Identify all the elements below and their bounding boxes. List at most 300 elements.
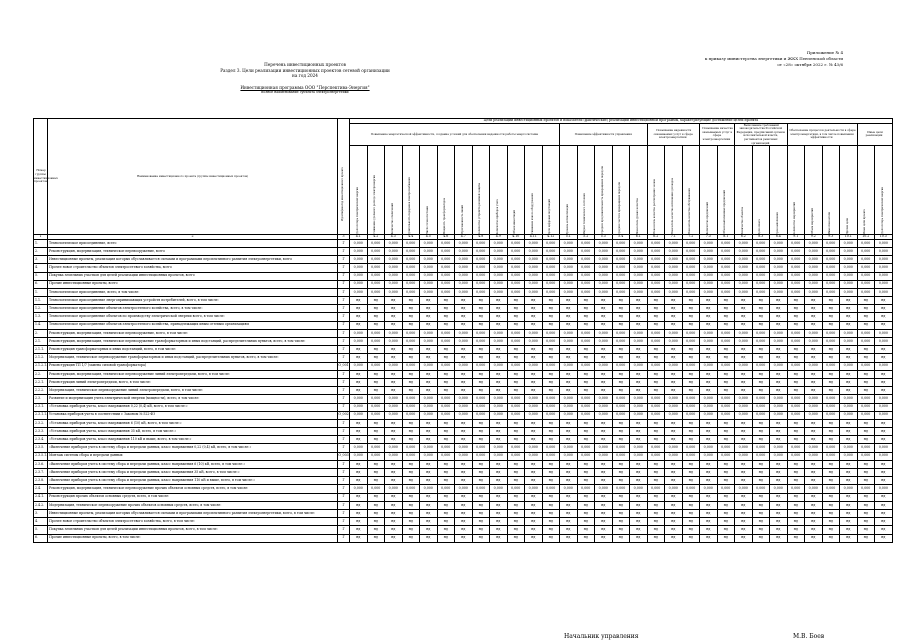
row-value-cell: нд [840,346,858,354]
row-value-cell: нд [717,313,735,321]
row-value-cell: 0,000 [647,329,665,337]
row-value-cell: 0,000 [472,264,490,272]
row-value-cell: нд [542,297,560,305]
row-value-cell: нд [455,526,473,534]
row-value-cell: нд [367,493,385,501]
row-value-cell: нд [542,346,560,354]
row-value-cell: 0,000 [665,395,683,403]
row-value-cell: 0,000 [822,395,840,403]
header-indicator: Показатель качества обслуживания [682,146,700,235]
row-project-code: Г [338,518,350,526]
row-value-cell: нд [385,460,403,468]
row-value-cell: нд [472,346,490,354]
row-value-cell: нд [350,346,368,354]
row-value-cell: нд [385,526,403,534]
row-value-cell: нд [612,313,630,321]
row-value-cell: нд [857,419,875,427]
row-value-cell: нд [420,354,438,362]
appendix-line-1: Приложение № 4 [806,50,843,55]
row-value-cell: 0,000 [472,280,490,288]
row-value-cell: нд [385,354,403,362]
row-value-cell: нд [402,313,420,321]
row-value-cell: нд [577,428,595,436]
row-value-cell: 0,000 [805,444,823,452]
row-value-cell: 0,000 [402,256,420,264]
row-value-cell: 0,000 [700,395,718,403]
row-value-cell: нд [770,321,788,329]
row-value-cell: 0,000 [630,444,648,452]
row-value-cell: нд [577,346,595,354]
row-value-cell: 0,000 [525,247,543,255]
row-value-cell: нд [595,313,613,321]
row-value-cell: 0,000 [875,288,893,296]
row-value-cell: 0,000 [752,272,770,280]
row-value-cell: нд [612,354,630,362]
column-index-cell: 2 [48,235,338,240]
row-value-cell: нд [630,526,648,534]
row-value-cell: 0,000 [875,247,893,255]
row-value-cell: нд [840,526,858,534]
row-value-cell: нд [787,460,805,468]
row-value-cell: нд [770,346,788,354]
row-value-cell: 0,000 [700,362,718,370]
row-value-cell: 0,000 [577,256,595,264]
row-value-cell: 0,000 [455,485,473,493]
row-value-cell: 0,000 [770,338,788,346]
row-value-cell: 0,000 [665,411,683,419]
row-value-cell: нд [875,460,893,468]
row-value-cell: нд [822,518,840,526]
row-value-cell: нд [822,428,840,436]
row-value-cell: 0,000 [472,403,490,411]
row-value-cell: 0,000 [630,256,648,264]
row-number: 1.1. [34,297,48,305]
row-value-cell: 0,000 [857,411,875,419]
row-value-cell: нд [717,321,735,329]
row-value-cell: 0,000 [472,247,490,255]
row-value-cell: нд [665,526,683,534]
row-value-cell: нд [612,460,630,468]
row-value-cell: 0,000 [560,485,578,493]
row-value-cell: нд [595,526,613,534]
row-project-name: Прочее новое строительство объектов электросетевого хозяйства, всего [48,264,338,272]
row-value-cell: 0,000 [542,264,560,272]
row-project-name: «Включение приборов учета в систему сбора и передачи данных, класс напряжения 110 кВ и выше, всего, в том числе:» [48,477,338,485]
row-value-cell: 0,000 [612,247,630,255]
row-project-code: Г [338,288,350,296]
row-value-cell: нд [525,501,543,509]
row-value-cell: нд [717,305,735,313]
row-value-cell: нд [840,387,858,395]
row-value-cell: нд [630,534,648,542]
row-value-cell: 0,000 [437,280,455,288]
row-project-code: Г [338,313,350,321]
row-value-cell: нд [560,378,578,386]
row-value-cell: 0,000 [822,444,840,452]
row-value-cell: 0,000 [805,329,823,337]
row-value-cell: 0,000 [840,485,858,493]
row-value-cell: нд [717,436,735,444]
row-value-cell: нд [402,501,420,509]
header-indicator: Длительность перерывов электроснабжения [402,146,420,235]
appendix-line-2: к приказу министерства энергетики и ЖКХ Пензенской области [704,56,843,61]
row-value-cell: нд [665,297,683,305]
row-value-cell: нд [787,346,805,354]
row-value-cell: нд [787,297,805,305]
row-value-cell: 0,000 [420,485,438,493]
column-index-cell: 9.3 [822,235,840,240]
row-value-cell: нд [857,354,875,362]
row-value-cell: 0,000 [612,403,630,411]
table-row [34,411,893,419]
table-row [34,460,893,468]
row-value-cell: 0,000 [542,444,560,452]
row-value-cell: 0,000 [367,362,385,370]
row-value-cell: 0,000 [612,264,630,272]
row-value-cell: нд [385,493,403,501]
row-value-cell: нд [805,534,823,542]
row-value-cell: нд [455,460,473,468]
row-value-cell: нд [700,313,718,321]
row-value-cell: 0,000 [455,239,473,247]
row-value-cell: 0,000 [437,272,455,280]
row-value-cell: 0,000 [612,362,630,370]
row-value-cell: нд [647,518,665,526]
row-value-cell: нд [805,526,823,534]
table-row [34,321,893,329]
row-value-cell: 0,000 [437,362,455,370]
header-indicator: Средняя частота прекращения передачи [612,146,630,235]
row-value-cell: нд [840,321,858,329]
row-value-cell: нд [787,354,805,362]
row-value-cell: нд [350,509,368,517]
row-value-cell: нд [752,321,770,329]
header-indicator: Количество приборов учета [490,146,508,235]
row-value-cell: 0,000 [752,280,770,288]
row-value-cell: нд [787,428,805,436]
row-value-cell: нд [805,501,823,509]
row-value-cell: 0,000 [350,395,368,403]
row-value-cell: 0,000 [437,264,455,272]
row-value-cell: 0,000 [752,444,770,452]
row-value-cell: нд [437,501,455,509]
row-value-cell: нд [770,387,788,395]
row-value-cell: 0,000 [560,329,578,337]
row-value-cell: нд [420,387,438,395]
row-value-cell: 0,000 [542,485,560,493]
row-value-cell: нд [735,428,753,436]
row-value-cell: нд [560,460,578,468]
row-value-cell: 0,000 [682,247,700,255]
column-index-cell: 4.10 [507,235,525,240]
row-value-cell: нд [787,534,805,542]
row-value-cell: нд [560,419,578,427]
row-value-cell: нд [700,419,718,427]
row-value-cell: нд [717,354,735,362]
row-value-cell: нд [735,346,753,354]
row-value-cell: нд [770,493,788,501]
row-value-cell: нд [682,313,700,321]
row-value-cell: 0,000 [507,239,525,247]
row-value-cell: нд [507,419,525,427]
row-value-cell: нд [700,469,718,477]
row-value-cell: 0,000 [735,411,753,419]
row-value-cell: нд [822,501,840,509]
row-value-cell: 0,000 [350,403,368,411]
row-value-cell: нд [420,428,438,436]
row-project-name: Покупка земельных участков для целей реализации инвестиционных проектов, всего, в том числе: [48,526,338,534]
row-value-cell: нд [752,346,770,354]
row-value-cell: нд [805,493,823,501]
row-value-cell: 0,000 [735,256,753,264]
row-value-cell: 0,000 [437,411,455,419]
row-value-cell: 0,000 [682,403,700,411]
row-value-cell: 0,000 [507,264,525,272]
row-value-cell: нд [577,436,595,444]
row-project-name: «Включение приборов учета в систему сбора и передачи данных, класс напряжения 35 кВ, всего, в том числе:» [48,469,338,477]
row-value-cell: 0,000 [420,452,438,460]
table-row [34,247,893,255]
row-value-cell: 0,000 [490,338,508,346]
row-value-cell: нд [350,378,368,386]
row-value-cell: нд [665,534,683,542]
header-indicator: Объем инвестиций [507,146,525,235]
row-value-cell: 0,000 [367,256,385,264]
column-index-cell: 4.9 [490,235,508,240]
row-value-cell: нд [420,321,438,329]
row-value-cell: 0,000 [402,452,420,460]
row-value-cell: нд [542,518,560,526]
table-row [34,272,893,280]
row-value-cell: нд [455,428,473,436]
row-value-cell: 0,000 [420,329,438,337]
row-value-cell: 0,000 [682,452,700,460]
row-value-cell: нд [787,477,805,485]
row-value-cell: нд [507,501,525,509]
row-value-cell: 0,000 [402,444,420,452]
row-value-cell: нд [455,321,473,329]
row-value-cell: нд [350,477,368,485]
row-value-cell: нд [402,460,420,468]
row-value-cell: нд [525,469,543,477]
row-value-cell: нд [612,305,630,313]
row-project-code: Г [338,256,350,264]
row-number: 2.3.4. [34,436,48,444]
row-value-cell: 0,000 [350,411,368,419]
row-value-cell: 0,000 [455,395,473,403]
row-value-cell: нд [875,370,893,378]
row-value-cell: нд [455,509,473,517]
row-value-cell: нд [735,526,753,534]
row-value-cell: 0,000 [717,288,735,296]
row-value-cell: 0,000 [735,452,753,460]
row-value-cell: 0,000 [595,272,613,280]
row-value-cell: 0,000 [787,403,805,411]
row-value-cell: 0,000 [735,280,753,288]
row-value-cell: нд [455,501,473,509]
row-project-code: О_002 [338,411,350,419]
row-value-cell: нд [577,493,595,501]
row-value-cell: 0,000 [805,485,823,493]
row-value-cell: 0,000 [455,256,473,264]
row-value-cell: 0,000 [420,444,438,452]
row-value-cell: нд [595,501,613,509]
row-value-cell: нд [560,501,578,509]
row-value-cell: нд [507,469,525,477]
row-value-cell: 0,000 [630,264,648,272]
row-value-cell: нд [805,297,823,305]
row-value-cell: нд [525,378,543,386]
row-value-cell: 0,000 [437,247,455,255]
row-value-cell: 0,000 [525,272,543,280]
row-project-code: Г [338,534,350,542]
row-project-name: «Установка приборов учета, класс напряжения 35 кВ, всего, в том числе:» [48,428,338,436]
row-value-cell: 0,000 [595,256,613,264]
column-index-cell: 5.4 [612,235,630,240]
header-group-3: Повышение надежности оказываемых услуг в сфере электроэнергетики [647,123,700,146]
row-value-cell: нд [612,493,630,501]
row-value-cell: нд [822,313,840,321]
row-value-cell: нд [455,493,473,501]
row-value-cell: нд [595,534,613,542]
row-value-cell: 0,000 [507,444,525,452]
row-value-cell: 0,000 [367,280,385,288]
row-value-cell: нд [717,346,735,354]
row-value-cell: нд [560,297,578,305]
row-value-cell: 0,000 [385,239,403,247]
row-value-cell: нд [700,436,718,444]
row-value-cell: нд [840,313,858,321]
row-value-cell: нд [665,518,683,526]
row-value-cell: нд [717,501,735,509]
row-value-cell: нд [612,509,630,517]
row-value-cell: 0,000 [770,403,788,411]
row-value-cell: нд [735,370,753,378]
row-value-cell: нд [770,297,788,305]
row-value-cell: нд [647,526,665,534]
column-index-cell: 1 [34,235,48,240]
row-value-cell: нд [472,387,490,395]
row-value-cell: 0,000 [472,272,490,280]
row-value-cell: нд [770,370,788,378]
row-value-cell: нд [770,460,788,468]
row-value-cell: нд [752,419,770,427]
row-number: 6. [34,534,48,542]
row-value-cell: нд [350,493,368,501]
row-value-cell: 0,000 [770,288,788,296]
row-value-cell: 0,000 [542,329,560,337]
row-value-cell: 0,000 [472,239,490,247]
row-value-cell: 0,000 [525,256,543,264]
row-value-cell: нд [525,436,543,444]
row-value-cell: нд [752,501,770,509]
row-value-cell: 0,000 [647,272,665,280]
column-index-cell: 9.1 [787,235,805,240]
header-indicator: Прочие цели [840,146,858,235]
row-value-cell: нд [560,518,578,526]
row-project-code: Г [338,428,350,436]
row-value-cell: 0,000 [717,485,735,493]
row-value-cell: 0,000 [875,403,893,411]
row-value-cell: 0,000 [805,362,823,370]
row-value-cell: 0,000 [437,403,455,411]
row-value-cell: 0,000 [700,239,718,247]
table-row [34,395,893,403]
row-value-cell: нд [787,509,805,517]
row-value-cell: нд [665,370,683,378]
row-value-cell: нд [630,460,648,468]
row-value-cell: нд [595,436,613,444]
row-value-cell: нд [402,387,420,395]
header-indicator: Средняя продолжительность прекращения передачи [595,146,613,235]
row-value-cell: нд [752,469,770,477]
row-value-cell: 0,000 [595,280,613,288]
row-value-cell: 0,000 [717,338,735,346]
row-value-cell: нд [507,378,525,386]
row-value-cell: 0,000 [367,329,385,337]
row-value-cell: нд [857,346,875,354]
row-value-cell: 0,000 [665,272,683,280]
row-value-cell: нд [735,378,753,386]
row-value-cell: 0,000 [630,395,648,403]
row-value-cell: 0,000 [595,485,613,493]
column-index-cell: 4.12 [542,235,560,240]
row-value-cell: нд [385,509,403,517]
row-value-cell: нд [542,477,560,485]
row-value-cell: нд [875,305,893,313]
row-value-cell: 0,000 [472,338,490,346]
table-row [34,264,893,272]
header-indicator: Количество мероприятий [787,146,805,235]
row-value-cell: нд [367,305,385,313]
row-value-cell: 0,000 [700,485,718,493]
row-value-cell: 0,000 [507,272,525,280]
row-value-cell: нд [787,305,805,313]
row-number: 2.3. [34,395,48,403]
row-value-cell: нд [682,419,700,427]
row-number: 2.3.6. [34,460,48,468]
column-index-cell: 4.11 [525,235,543,240]
row-value-cell: 0,000 [665,452,683,460]
row-value-cell: 0,000 [507,411,525,419]
row-value-cell: нд [770,477,788,485]
row-value-cell: нд [385,469,403,477]
row-value-cell: нд [770,419,788,427]
projects-table [33,118,893,543]
row-value-cell: нд [787,469,805,477]
row-value-cell: 0,000 [595,411,613,419]
row-value-cell: 0,000 [717,264,735,272]
row-value-cell: нд [612,477,630,485]
row-value-cell: 0,000 [735,239,753,247]
row-project-code: Г [338,387,350,395]
row-value-cell: 0,000 [420,403,438,411]
row-value-cell: нд [402,526,420,534]
row-value-cell: нд [735,419,753,427]
row-value-cell: нд [437,493,455,501]
row-value-cell: нд [560,321,578,329]
row-value-cell: 0,000 [630,247,648,255]
row-value-cell: нд [490,428,508,436]
row-value-cell: нд [490,460,508,468]
row-value-cell: нд [507,477,525,485]
row-value-cell: нд [805,428,823,436]
appendix-line-3: от «28» октября 2022 г. № 43/6 [777,62,843,67]
row-value-cell: нд [752,493,770,501]
row-value-cell: 0,000 [595,444,613,452]
row-value-cell: нд [507,354,525,362]
row-value-cell: нд [577,419,595,427]
